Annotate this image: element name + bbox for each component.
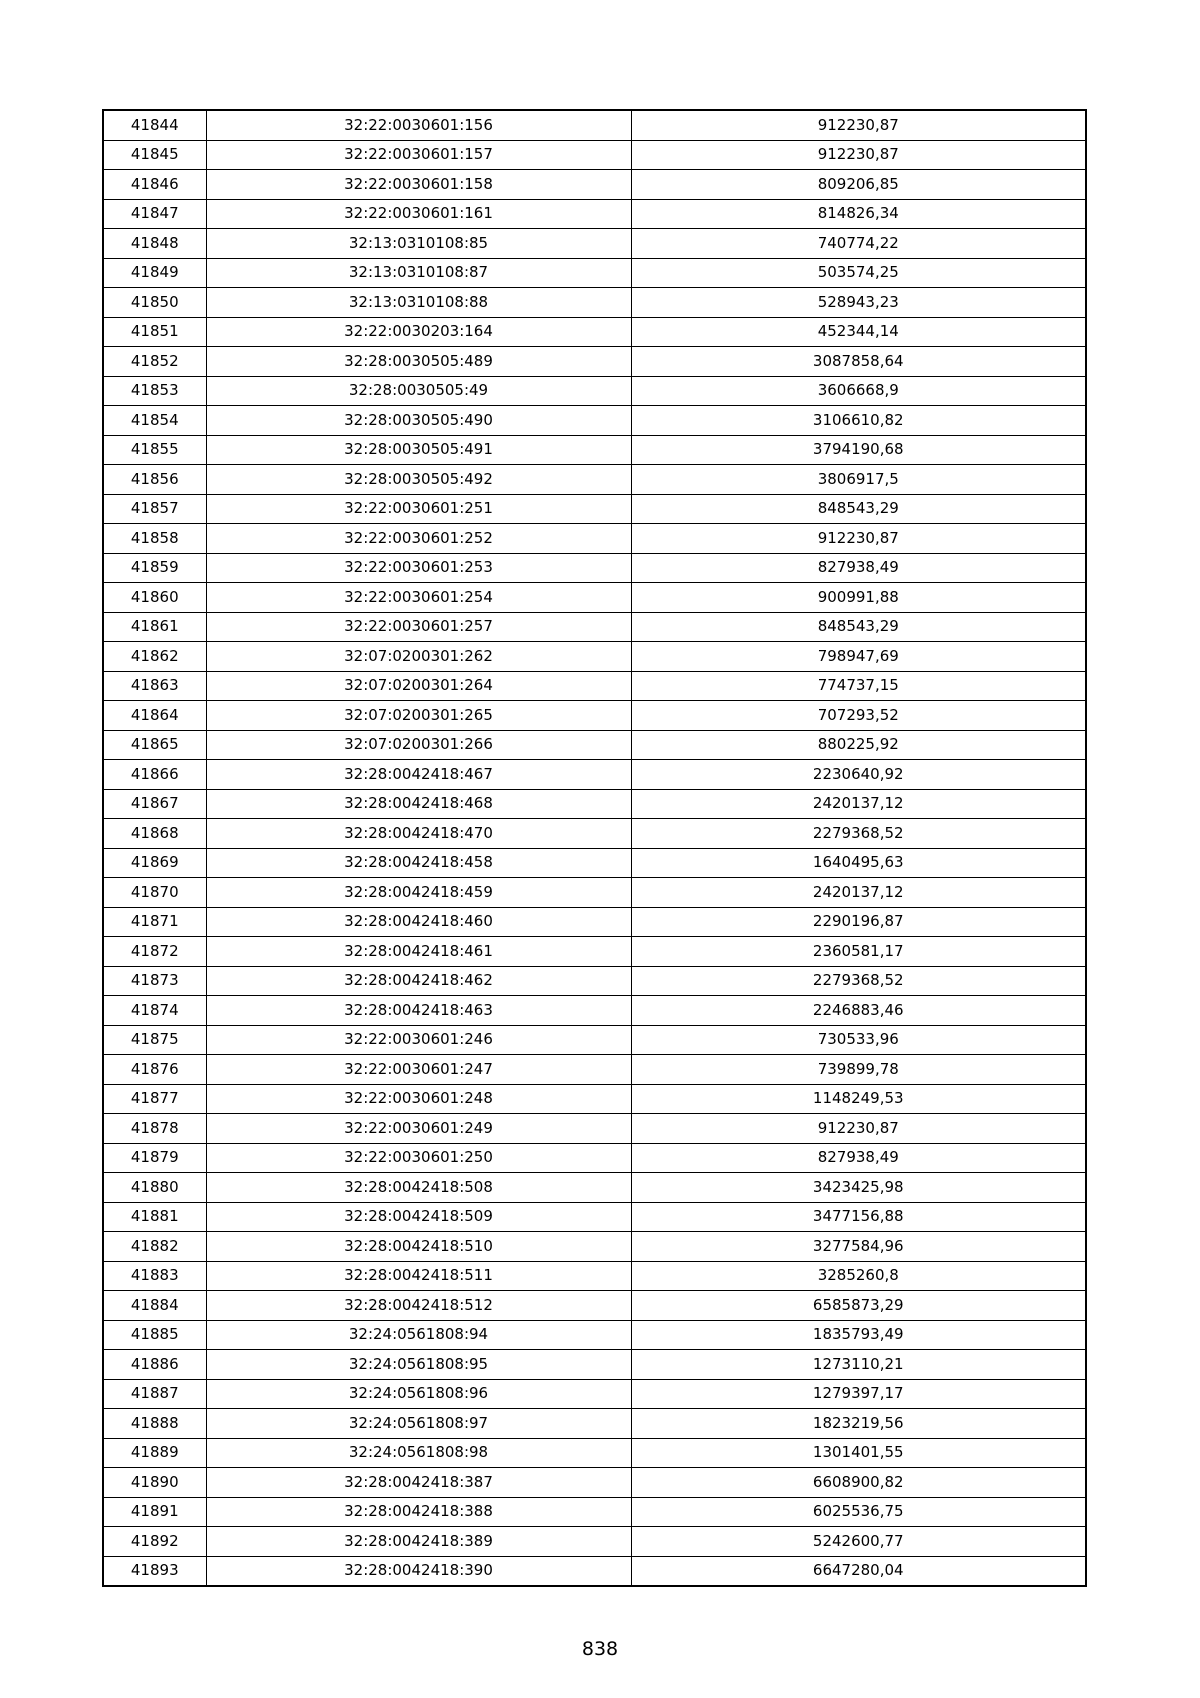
cadastral-number-cell: 32:13:0310108:88	[206, 288, 631, 318]
row-number-cell: 41858	[103, 524, 206, 554]
value-cell: 2290196,87	[631, 907, 1086, 937]
cadastral-number-cell: 32:28:0042418:509	[206, 1202, 631, 1232]
value-cell: 798947,69	[631, 642, 1086, 672]
value-cell: 1273110,21	[631, 1350, 1086, 1380]
table-row	[103, 229, 1086, 259]
cadastral-number-cell: 32:07:0200301:265	[206, 701, 631, 731]
table-row	[103, 1379, 1086, 1409]
value-cell: 3285260,8	[631, 1261, 1086, 1291]
cadastral-number-cell: 32:28:0030505:491	[206, 435, 631, 465]
page-number: 838	[581, 1638, 619, 1660]
cadastral-number-cell: 32:22:0030601:248	[206, 1084, 631, 1114]
value-cell: 6647280,04	[631, 1556, 1086, 1586]
table-row	[103, 1261, 1086, 1291]
row-number-cell: 41887	[103, 1379, 206, 1409]
table-row	[103, 937, 1086, 967]
cadastral-number-cell: 32:24:0561808:94	[206, 1320, 631, 1350]
value-cell: 2279368,52	[631, 966, 1086, 996]
table-row	[103, 406, 1086, 436]
value-cell: 2360581,17	[631, 937, 1086, 967]
row-number-cell: 41848	[103, 229, 206, 259]
value-cell: 5242600,77	[631, 1527, 1086, 1557]
cadastral-number-cell: 32:22:0030601:249	[206, 1114, 631, 1144]
table-body	[103, 110, 1086, 1586]
row-number-cell: 41882	[103, 1232, 206, 1262]
table-row	[103, 1527, 1086, 1557]
value-cell: 1640495,63	[631, 848, 1086, 878]
table-row	[103, 701, 1086, 731]
row-number-cell: 41845	[103, 140, 206, 170]
row-number-cell: 41891	[103, 1497, 206, 1527]
table-row	[103, 966, 1086, 996]
row-number-cell: 41846	[103, 170, 206, 200]
cadastral-number-cell: 32:28:0030505:492	[206, 465, 631, 495]
row-number-cell: 41892	[103, 1527, 206, 1557]
row-number-cell: 41881	[103, 1202, 206, 1232]
row-number-cell: 41879	[103, 1143, 206, 1173]
cadastral-number-cell: 32:22:0030601:246	[206, 1025, 631, 1055]
row-number-cell: 41876	[103, 1055, 206, 1085]
value-cell: 912230,87	[631, 524, 1086, 554]
value-cell: 6025536,75	[631, 1497, 1086, 1527]
row-number-cell: 41873	[103, 966, 206, 996]
value-cell: 1301401,55	[631, 1438, 1086, 1468]
row-number-cell: 41852	[103, 347, 206, 377]
value-cell: 503574,25	[631, 258, 1086, 288]
row-number-cell: 41874	[103, 996, 206, 1026]
cadastral-number-cell: 32:28:0042418:388	[206, 1497, 631, 1527]
cadastral-number-cell: 32:28:0042418:510	[206, 1232, 631, 1262]
row-number-cell: 41893	[103, 1556, 206, 1586]
value-cell: 774737,15	[631, 671, 1086, 701]
cadastral-number-cell: 32:28:0042418:458	[206, 848, 631, 878]
cadastral-number-cell: 32:22:0030601:156	[206, 110, 631, 140]
table-row	[103, 996, 1086, 1026]
row-number-cell: 41884	[103, 1291, 206, 1321]
row-number-cell: 41849	[103, 258, 206, 288]
row-number-cell: 41861	[103, 612, 206, 642]
table-row	[103, 789, 1086, 819]
value-cell: 739899,78	[631, 1055, 1086, 1085]
cadastral-number-cell: 32:24:0561808:96	[206, 1379, 631, 1409]
value-cell: 2230640,92	[631, 760, 1086, 790]
value-cell: 848543,29	[631, 612, 1086, 642]
table-row	[103, 1438, 1086, 1468]
row-number-cell: 41853	[103, 376, 206, 406]
cadastral-number-cell: 32:28:0042418:512	[206, 1291, 631, 1321]
row-number-cell: 41886	[103, 1350, 206, 1380]
cadastral-number-cell: 32:24:0561808:98	[206, 1438, 631, 1468]
cadastral-number-cell: 32:28:0042418:470	[206, 819, 631, 849]
cadastral-number-cell: 32:28:0042418:390	[206, 1556, 631, 1586]
row-number-cell: 41866	[103, 760, 206, 790]
cadastral-number-cell: 32:28:0030505:490	[206, 406, 631, 436]
table-row	[103, 671, 1086, 701]
value-cell: 3794190,68	[631, 435, 1086, 465]
table-row	[103, 730, 1086, 760]
cadastral-number-cell: 32:22:0030601:253	[206, 553, 631, 583]
table-row	[103, 170, 1086, 200]
row-number-cell: 41847	[103, 199, 206, 229]
cadastral-number-cell: 32:22:0030601:252	[206, 524, 631, 554]
value-cell: 3606668,9	[631, 376, 1086, 406]
cadastral-value-table	[102, 109, 1087, 1587]
value-cell: 2279368,52	[631, 819, 1086, 849]
value-cell: 814826,34	[631, 199, 1086, 229]
value-cell: 912230,87	[631, 140, 1086, 170]
row-number-cell: 41872	[103, 937, 206, 967]
table-row	[103, 1291, 1086, 1321]
row-number-cell: 41863	[103, 671, 206, 701]
value-cell: 6608900,82	[631, 1468, 1086, 1498]
value-cell: 1148249,53	[631, 1084, 1086, 1114]
cadastral-number-cell: 32:13:0310108:85	[206, 229, 631, 259]
table-row	[103, 199, 1086, 229]
row-number-cell: 41875	[103, 1025, 206, 1055]
row-number-cell: 41880	[103, 1173, 206, 1203]
cadastral-number-cell: 32:24:0561808:97	[206, 1409, 631, 1439]
table-row	[103, 1055, 1086, 1085]
row-number-cell: 41864	[103, 701, 206, 731]
table-row	[103, 848, 1086, 878]
value-cell: 912230,87	[631, 110, 1086, 140]
value-cell: 3277584,96	[631, 1232, 1086, 1262]
row-number-cell: 41868	[103, 819, 206, 849]
cadastral-number-cell: 32:28:0042418:461	[206, 937, 631, 967]
cadastral-number-cell: 32:07:0200301:266	[206, 730, 631, 760]
table-row	[103, 553, 1086, 583]
value-cell: 827938,49	[631, 1143, 1086, 1173]
table-row	[103, 907, 1086, 937]
cadastral-number-cell: 32:28:0030505:49	[206, 376, 631, 406]
cadastral-number-cell: 32:07:0200301:264	[206, 671, 631, 701]
value-cell: 3423425,98	[631, 1173, 1086, 1203]
table-row	[103, 1320, 1086, 1350]
table-row	[103, 376, 1086, 406]
table-row	[103, 583, 1086, 613]
table-row	[103, 1084, 1086, 1114]
cadastral-number-cell: 32:28:0042418:389	[206, 1527, 631, 1557]
value-cell: 2246883,46	[631, 996, 1086, 1026]
cadastral-number-cell: 32:13:0310108:87	[206, 258, 631, 288]
table-row	[103, 258, 1086, 288]
value-cell: 730533,96	[631, 1025, 1086, 1055]
cadastral-number-cell: 32:22:0030601:250	[206, 1143, 631, 1173]
value-cell: 2420137,12	[631, 789, 1086, 819]
value-cell: 707293,52	[631, 701, 1086, 731]
cadastral-number-cell: 32:28:0042418:463	[206, 996, 631, 1026]
value-cell: 809206,85	[631, 170, 1086, 200]
table-row	[103, 435, 1086, 465]
value-cell: 3477156,88	[631, 1202, 1086, 1232]
row-number-cell: 41860	[103, 583, 206, 613]
row-number-cell: 41870	[103, 878, 206, 908]
table-row	[103, 140, 1086, 170]
value-cell: 912230,87	[631, 1114, 1086, 1144]
table-row	[103, 1025, 1086, 1055]
value-cell: 2420137,12	[631, 878, 1086, 908]
table-row	[103, 1202, 1086, 1232]
cadastral-number-cell: 32:22:0030601:251	[206, 494, 631, 524]
value-cell: 1279397,17	[631, 1379, 1086, 1409]
table-row	[103, 1143, 1086, 1173]
table-row	[103, 1232, 1086, 1262]
value-cell: 1823219,56	[631, 1409, 1086, 1439]
cadastral-number-cell: 32:22:0030601:158	[206, 170, 631, 200]
row-number-cell: 41844	[103, 110, 206, 140]
row-number-cell: 41859	[103, 553, 206, 583]
table-row	[103, 1556, 1086, 1586]
table-row	[103, 524, 1086, 554]
cadastral-number-cell: 32:22:0030601:257	[206, 612, 631, 642]
row-number-cell: 41854	[103, 406, 206, 436]
row-number-cell: 41856	[103, 465, 206, 495]
table-row	[103, 1497, 1086, 1527]
cadastral-number-cell: 32:28:0042418:459	[206, 878, 631, 908]
cadastral-number-cell: 32:07:0200301:262	[206, 642, 631, 672]
cadastral-number-cell: 32:22:0030203:164	[206, 317, 631, 347]
row-number-cell: 41850	[103, 288, 206, 318]
table-row	[103, 288, 1086, 318]
table-row	[103, 1173, 1086, 1203]
row-number-cell: 41871	[103, 907, 206, 937]
table-row	[103, 110, 1086, 140]
value-cell: 740774,22	[631, 229, 1086, 259]
table-row	[103, 1350, 1086, 1380]
cadastral-number-cell: 32:28:0042418:511	[206, 1261, 631, 1291]
value-cell: 827938,49	[631, 553, 1086, 583]
value-cell: 900991,88	[631, 583, 1086, 613]
row-number-cell: 41889	[103, 1438, 206, 1468]
value-cell: 3087858,64	[631, 347, 1086, 377]
row-number-cell: 41877	[103, 1084, 206, 1114]
row-number-cell: 41885	[103, 1320, 206, 1350]
row-number-cell: 41888	[103, 1409, 206, 1439]
row-number-cell: 41890	[103, 1468, 206, 1498]
cadastral-number-cell: 32:28:0042418:468	[206, 789, 631, 819]
table-row	[103, 642, 1086, 672]
value-cell: 3106610,82	[631, 406, 1086, 436]
row-number-cell: 41857	[103, 494, 206, 524]
value-cell: 6585873,29	[631, 1291, 1086, 1321]
table-row	[103, 317, 1086, 347]
row-number-cell: 41869	[103, 848, 206, 878]
table-row	[103, 1114, 1086, 1144]
row-number-cell: 41878	[103, 1114, 206, 1144]
cadastral-number-cell: 32:28:0042418:467	[206, 760, 631, 790]
table-row	[103, 1468, 1086, 1498]
table-row	[103, 819, 1086, 849]
cadastral-number-cell: 32:22:0030601:161	[206, 199, 631, 229]
table-row	[103, 878, 1086, 908]
cadastral-number-cell: 32:28:0042418:460	[206, 907, 631, 937]
row-number-cell: 41855	[103, 435, 206, 465]
value-cell: 880225,92	[631, 730, 1086, 760]
cadastral-number-cell: 32:28:0042418:387	[206, 1468, 631, 1498]
cadastral-number-cell: 32:22:0030601:157	[206, 140, 631, 170]
table-row	[103, 347, 1086, 377]
cadastral-number-cell: 32:28:0042418:462	[206, 966, 631, 996]
cadastral-number-cell: 32:22:0030601:254	[206, 583, 631, 613]
cadastral-number-cell: 32:28:0030505:489	[206, 347, 631, 377]
value-cell: 848543,29	[631, 494, 1086, 524]
row-number-cell: 41865	[103, 730, 206, 760]
cadastral-number-cell: 32:24:0561808:95	[206, 1350, 631, 1380]
value-cell: 452344,14	[631, 317, 1086, 347]
row-number-cell: 41851	[103, 317, 206, 347]
cadastral-number-cell: 32:22:0030601:247	[206, 1055, 631, 1085]
value-cell: 528943,23	[631, 288, 1086, 318]
table-row	[103, 1409, 1086, 1439]
row-number-cell: 41867	[103, 789, 206, 819]
row-number-cell: 41883	[103, 1261, 206, 1291]
cadastral-number-cell: 32:28:0042418:508	[206, 1173, 631, 1203]
value-cell: 3806917,5	[631, 465, 1086, 495]
table-row	[103, 494, 1086, 524]
table-row	[103, 760, 1086, 790]
table-row	[103, 612, 1086, 642]
table-row	[103, 465, 1086, 495]
row-number-cell: 41862	[103, 642, 206, 672]
value-cell: 1835793,49	[631, 1320, 1086, 1350]
